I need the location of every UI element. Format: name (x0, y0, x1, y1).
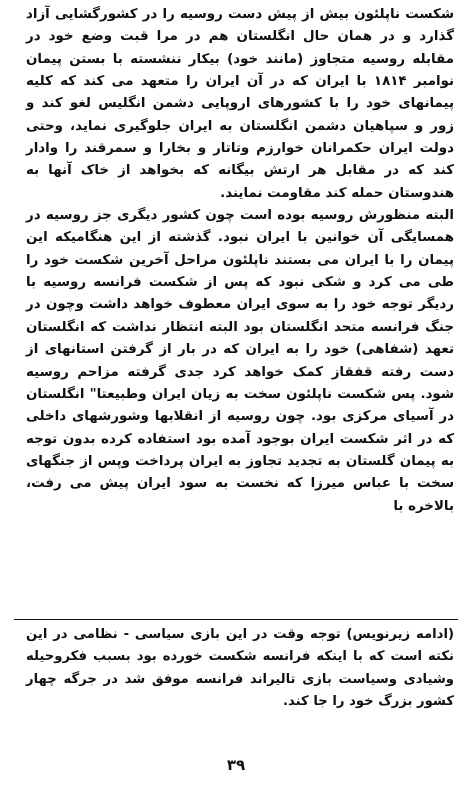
main-text (26, 4, 454, 518)
body-paragraph-1: شکست ناپلئون بیش از پیش دست روسیه را در کشورگشایی آزاد گذارد و در همان حال انگلستان هم در مرا قبت وضع خود در مقابله روسیه متجاوز (مانند خود) بیکار ننشسته با بستن پیمان نوامبر ۱۸۱۴ با ایران که در آن ایران را متعهد می کند که کلیه پیمانهای خود را با کشورهای اروپایی دشمن انگلیس لغو کند و زور و سپاهیان دشمن انگلستان به ایران جلوگیری نماید، وحتی دولت ایران حکمرانان خوارزم وتاتار و بخارا و سمرقند را وادار کند که در مقابل هر ارتش بیگانه که بخواهد از خاک آنها به هندوستان حمله کند مقاومت نمایند. (26, 7, 454, 201)
body-paragraph-2: البته منظورش روسیه بوده است چون کشور دیگری جز روسیه در همسایگی آن خوانین با ایران نبود. گذشته از این هنگامیکه این پیمان را با ایران می بستند ناپلئون مراحل آخرین شکست خود را طی می کرد و شکی نبود که پس از شکست فرانسه روسیه با ردیگر توجه خود را به سوی ایران معطوف خواهد داشت وچون در جنگ فرانسه متحد انگلستان بود البته انتظار نداشت که انگلستان تعهد (شفاهی) خود را به ایران که در بار از گرفتن استانهای از دست رفته قفقاز کمک خواهد کرد جدی گرفته مزاحم روسیه شود. پس شکست ناپلئون سخت به زیان ایران وطبیعتا" انگلستان در آسیای مرکزی بود. چون روسیه از انقلابها وشورشهای داخلی که در اثر شکست ایران بوجود آمده بود استفاده کرده بدون توجه به پیمان گلستان به تجدید تجاوز به ایران پرداخت وپس از جنگهای سخت با عباس میرزا که نخست به سود ایران پیش می رفت، بالاخره با (26, 208, 454, 514)
footnote-text: (ادامه زیرنویس) توجه وقت در این بازی سیاسی - نظامی در این نکته است که با اینکه فرانسه شکست خورده بود بسبب فکروحیله وشیادی وسیاست بازی تالیراند فرانسه موفق شد در جرگه چهار کشور بزرگ خود را جا کند. (26, 627, 454, 709)
page-number: ۳۹ (226, 756, 246, 774)
footnote-separator (14, 619, 458, 620)
